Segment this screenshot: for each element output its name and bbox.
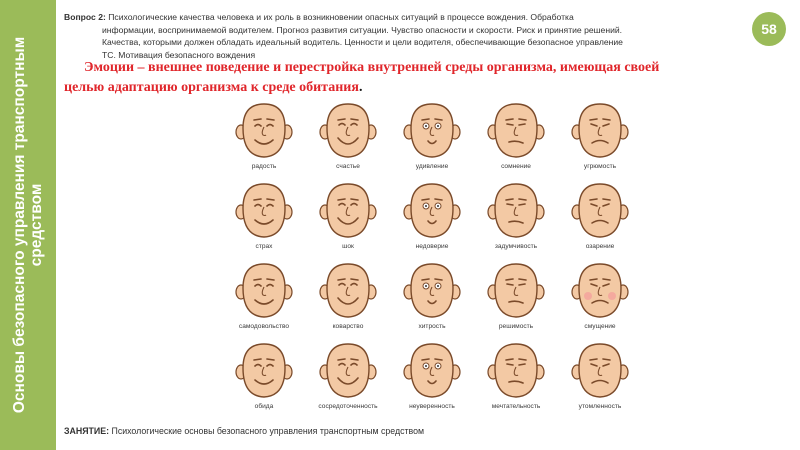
emotion-label: озарение: [585, 243, 615, 250]
emotion-label: решимость: [498, 323, 534, 330]
emotion-face: [222, 180, 306, 260]
emotion-face: [558, 260, 642, 340]
question-line-1: Психологические качества человека и их роль в возникновении опасных ситуаций в процессе вождения. Обработка: [108, 12, 574, 22]
emotion-label: счастье: [336, 163, 360, 170]
face-icon: [569, 100, 631, 160]
definition-line-1: Эмоции – внешнее поведение и перестройка внутренней среды организма, имеющая своей: [84, 60, 660, 75]
emotion-face: [222, 100, 306, 180]
definition-line-2: целью адаптацию организма к среде обитания: [64, 80, 359, 95]
emotion-label: самодовольство: [238, 323, 290, 330]
face-icon: [401, 180, 463, 240]
face-icon: [401, 100, 463, 160]
face-icon: [485, 100, 547, 160]
emotion-label: хитрость: [418, 323, 446, 330]
emotion-label: смущение: [584, 323, 616, 330]
sidebar-title: Основы безопасного управления транспортным средством: [11, 36, 45, 414]
question-line-2: информации, воспринимаемой водителем. Прогноз развития ситуации. Чувство опасности и скорости. Риск и принятие решений.: [102, 24, 623, 35]
emotion-label: угрюмость: [583, 163, 617, 170]
emotion-label: страх: [255, 243, 273, 250]
emotion-face: [306, 180, 390, 260]
face-icon: [569, 180, 631, 240]
footer: [64, 426, 424, 436]
question-line-4: ТС. Мотивация безопасного вождения: [102, 49, 256, 60]
emotion-face: [306, 100, 390, 180]
emotion-label: сомнение: [501, 163, 531, 170]
emotion-face: [222, 260, 306, 340]
face-icon: [401, 340, 463, 400]
face-icon: [485, 260, 547, 320]
emotion-faces-grid: [222, 100, 642, 420]
emotion-label: шок: [342, 243, 354, 250]
face-icon: [233, 100, 295, 160]
emotion-label: задумчивость: [494, 243, 538, 250]
face-icon: [317, 340, 379, 400]
emotion-label: обида: [254, 403, 274, 410]
emotion-face: [390, 180, 474, 260]
emotion-face: [474, 180, 558, 260]
face-icon: [233, 340, 295, 400]
emotion-label: удивление: [415, 163, 449, 170]
page-number-badge: 58: [752, 12, 786, 46]
emotion-label: коварство: [332, 323, 364, 330]
emotion-face: [558, 340, 642, 420]
face-icon: [569, 260, 631, 320]
face-icon: [569, 340, 631, 400]
emotion-label: утомленность: [578, 403, 622, 410]
emotion-label: неуверенность: [409, 403, 455, 410]
question-header: [64, 11, 754, 61]
emotion-label: мечтательность: [491, 403, 541, 410]
emotion-label: радость: [251, 163, 277, 170]
definition-period: .: [358, 80, 363, 95]
footer-label: ЗАНЯТИЕ:: [64, 426, 110, 436]
face-icon: [317, 260, 379, 320]
emotion-face: [390, 260, 474, 340]
emotion-face: [474, 340, 558, 420]
question-label: Вопрос 2:: [64, 12, 106, 22]
footer-text: Психологические основы безопасного управления транспортным средством: [111, 426, 425, 436]
emotion-face: [558, 180, 642, 260]
face-icon: [317, 180, 379, 240]
emotion-face: [306, 340, 390, 420]
emotion-label: сосредоточенность: [318, 403, 378, 410]
face-icon: [485, 340, 547, 400]
face-icon: [401, 260, 463, 320]
emotion-face: [390, 100, 474, 180]
emotion-face: [222, 340, 306, 420]
face-icon: [233, 180, 295, 240]
face-icon: [317, 100, 379, 160]
emotion-label: недоверие: [415, 243, 449, 250]
emotion-face: [306, 260, 390, 340]
emotion-face: [474, 260, 558, 340]
face-icon: [485, 180, 547, 240]
emotion-definition: [64, 58, 784, 98]
emotion-face: [474, 100, 558, 180]
face-icon: [233, 260, 295, 320]
question-line-3: Качества, которыми должен обладать идеальный водитель. Ценности и цели водителя, обеспечивающие безопасное управление: [102, 37, 623, 48]
emotion-face: [390, 340, 474, 420]
sidebar: [0, 0, 56, 450]
emotion-face: [558, 100, 642, 180]
